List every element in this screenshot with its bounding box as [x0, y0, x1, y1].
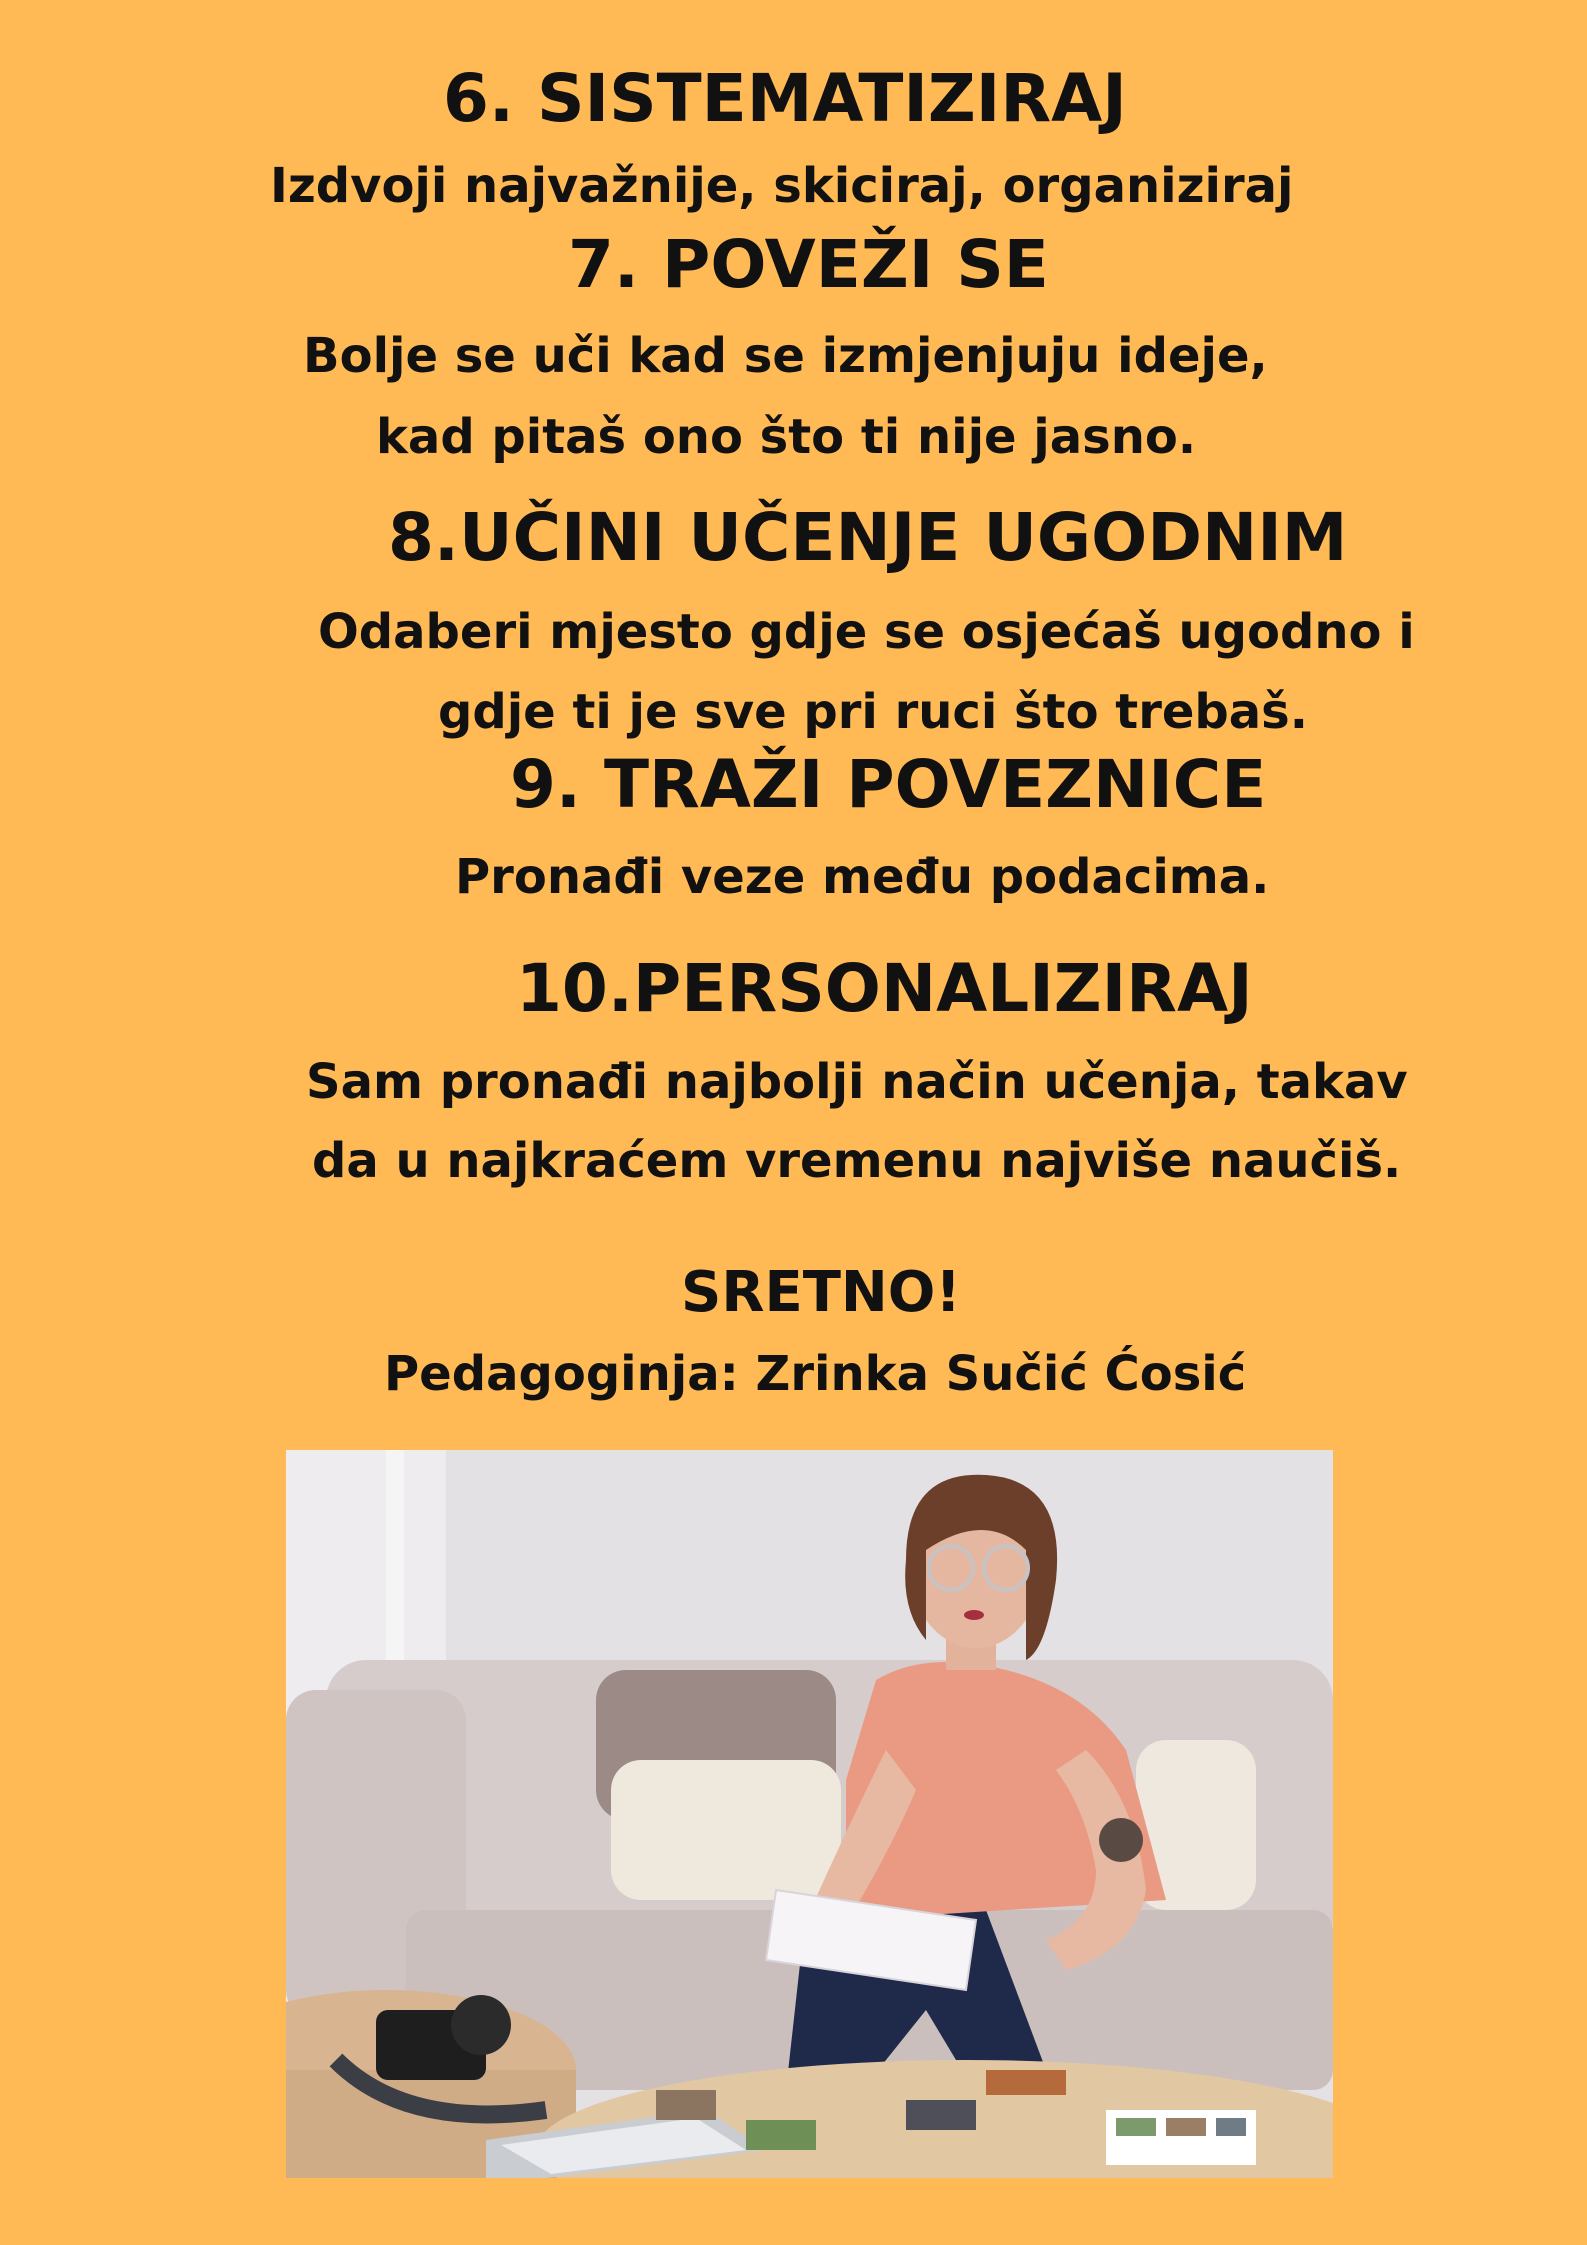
tip-8-text-line-1: Odaberi mjesto gdje se osjećaš ugodno i — [318, 604, 1415, 660]
heading-10-personaliziraj: 10.PERSONALIZIRAJ — [516, 950, 1253, 1027]
author-signature: Pedagoginja: Zrinka Sučić Ćosić — [384, 1346, 1247, 1402]
tip-7-text-line-1: Bolje se uči kad se izmjenjuju ideje, — [303, 328, 1268, 384]
heading-6-sistematiziraj: 6. SISTEMATIZIRAJ — [443, 60, 1127, 137]
heading-9-trazi-poveznice: 9. TRAŽI POVEZNICE — [510, 746, 1267, 823]
heading-8-ucini-ucenje-ugodnim: 8.UČINI UČENJE UGODNIM — [388, 499, 1348, 576]
tip-10-text-line-2: da u najkraćem vremenu najviše naučiš. — [312, 1133, 1402, 1189]
tip-8-text-line-2: gdje ti je sve pri ruci što trebaš. — [438, 684, 1308, 740]
tip-9-text: Pronađi veze među podacima. — [455, 849, 1270, 905]
closing-greeting: SRETNO! — [681, 1260, 961, 1325]
tip-7-text-line-2: kad pitaš ono što ti nije jasno. — [376, 409, 1197, 465]
tip-6-text: Izdvoji najvažnije, skiciraj, organiziraj — [270, 158, 1294, 214]
tip-10-text-line-1: Sam pronađi najbolji način učenja, takav — [306, 1054, 1408, 1110]
heading-7-povezi-se: 7. POVEŽI SE — [568, 226, 1049, 303]
photo-woman-reading-on-sofa — [286, 1450, 1333, 2178]
